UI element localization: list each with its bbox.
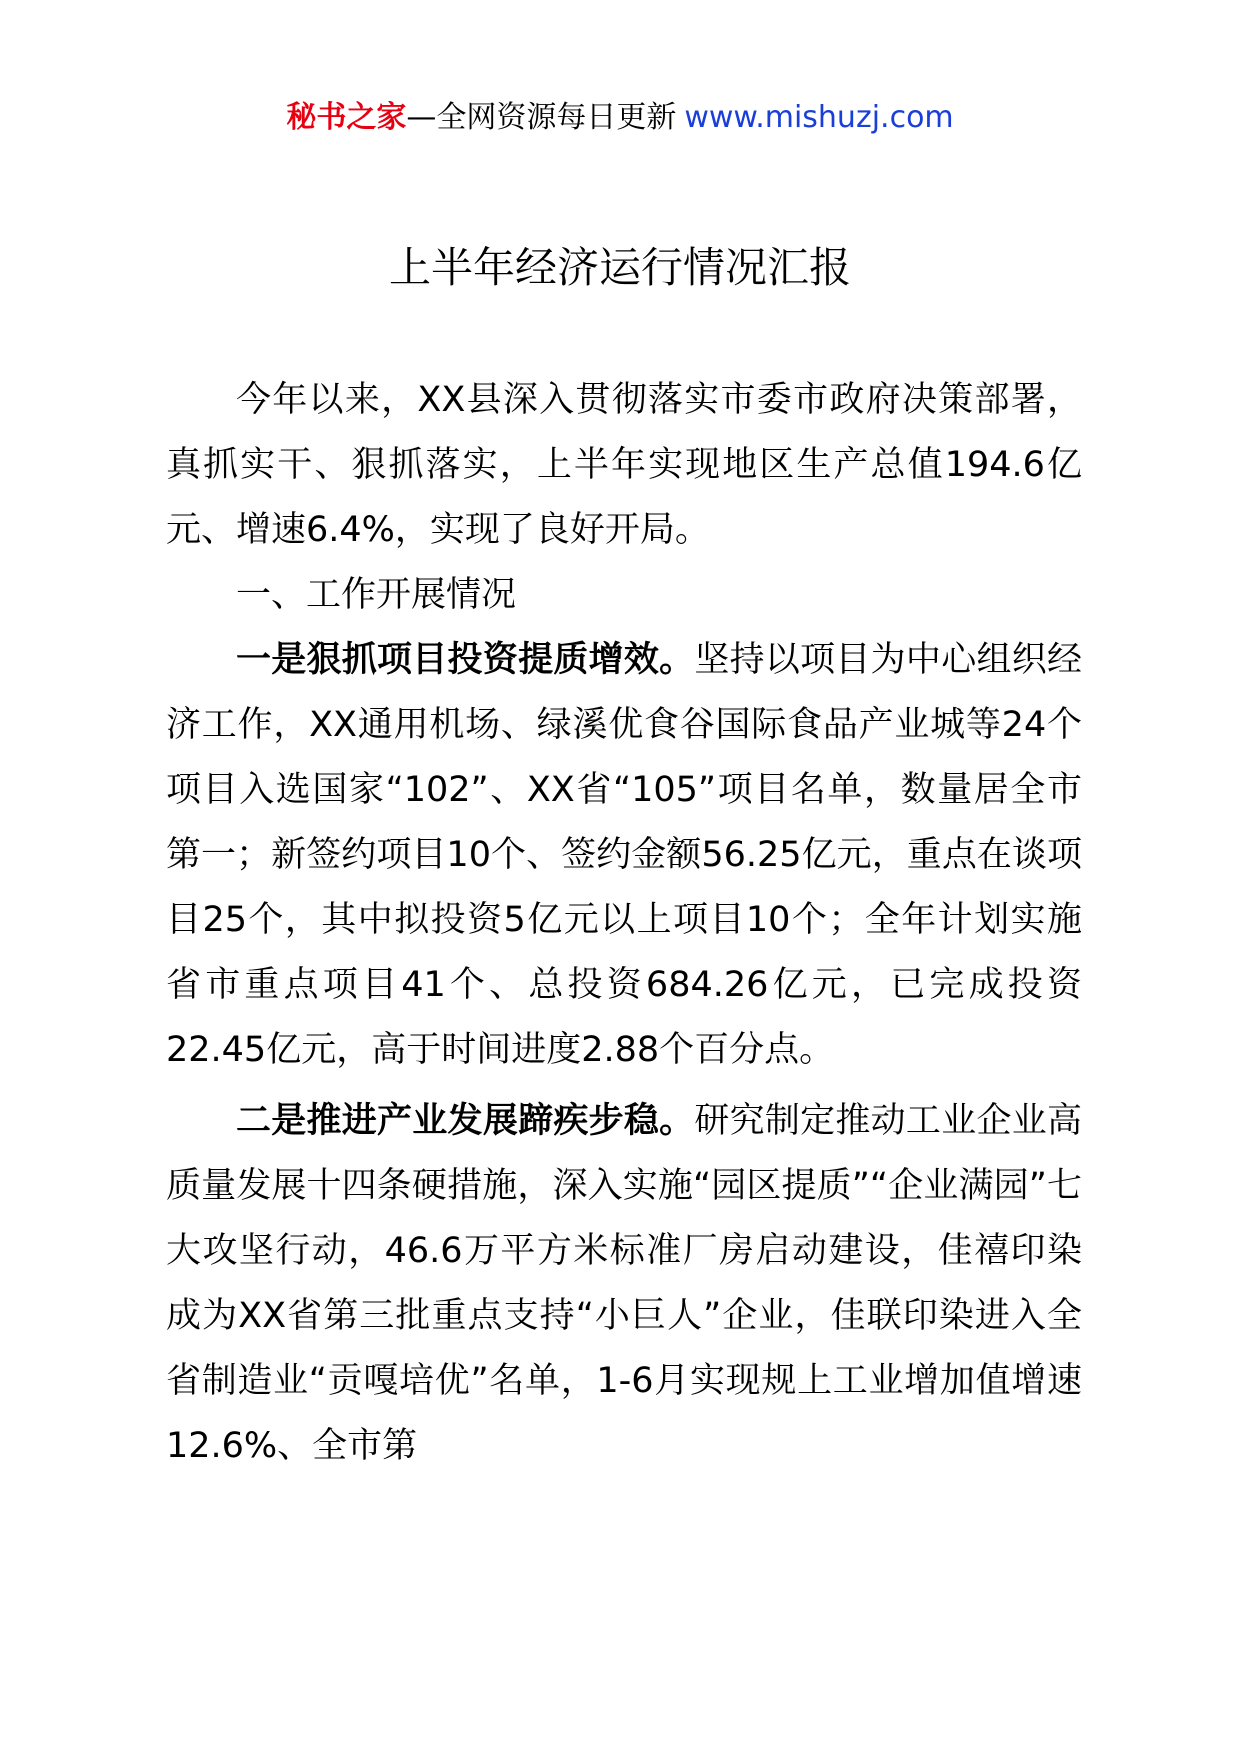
item-lead-1: 一是狠抓项目投资提质增效。 <box>236 640 695 680</box>
item-text-2: 研究制定推动工业企业高质量发展十四条硬措施，深入实施“园区提质”“企业满园”七大攻坚行动，46.6万平方米标准厂房启动建设，佳禧印染成为XX省第三批重点支持“小巨人”企业，佳联印染进入全省制造业“贡嘎培优”名单，1-6月实现规上工业增加值增速12.6%、全市第 <box>166 1101 1082 1466</box>
site-url-link[interactable]: www.mishuzj.com <box>684 100 954 135</box>
item-lead-2: 二是推进产业发展蹄疾步稳。 <box>236 1101 695 1141</box>
header-slogan: —全网资源每日更新 <box>406 100 677 135</box>
item-text-1: 坚持以项目为中心组织经济工作，XX通用机场、绿溪优食谷国际食品产业城等24个项目入选国家“102”、XX省“105”项目名单，数量居全市第一；新签约项目10个、签约金额56.25亿元，重点在谈项目25个，其中拟投资5亿元以上项目10个；全年计划实施省市重点项目41个、总投资684.26亿元，已完成投资22.45亿元，高于时间进度2.88个百分点。 <box>166 640 1082 1070</box>
site-header <box>0 98 1240 138</box>
item-paragraph-2 <box>166 1089 1082 1479</box>
document-body <box>166 368 1082 1479</box>
section-heading: 一、工作开展情况 <box>236 575 517 615</box>
item-paragraph-1 <box>166 628 1082 1083</box>
brand-name: 秘书之家 <box>286 100 407 135</box>
document-title: 上半年经济运行情况汇报 <box>388 243 851 292</box>
intro-paragraph: 今年以来，XX县深入贯彻落实市委市政府决策部署，真抓实干、狠抓落实，上半年实现地区生产总值194.6亿元、增速6.4%，实现了良好开局。 <box>166 380 1082 550</box>
